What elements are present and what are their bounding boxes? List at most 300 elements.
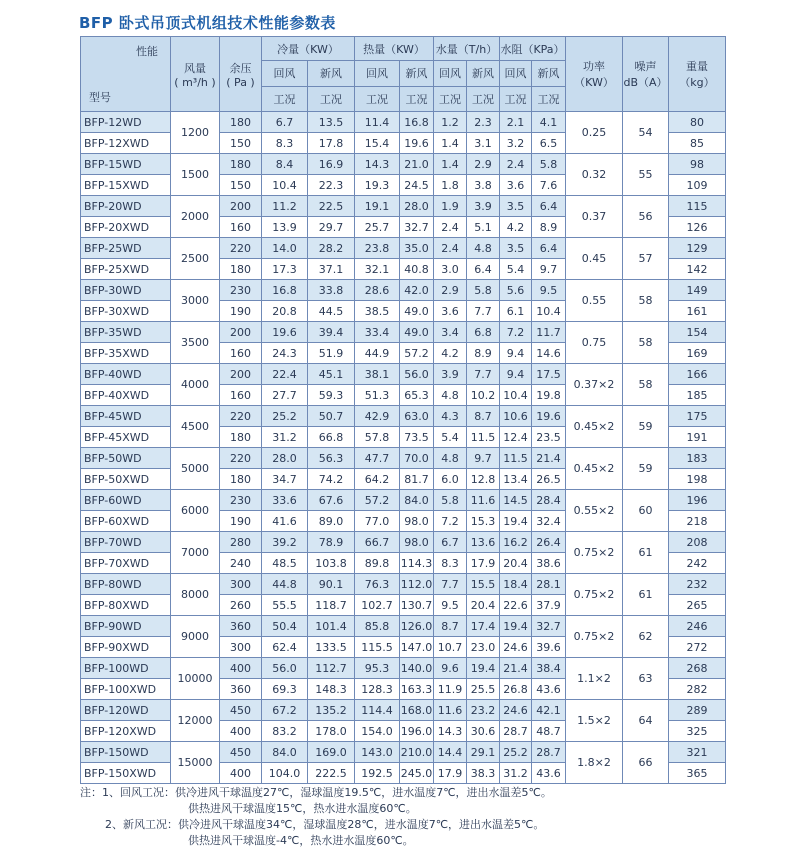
cool-r-cell: 8.4 [262, 154, 308, 175]
header-condition: 工况 [308, 86, 355, 111]
pressure-cell: 160 [220, 343, 262, 364]
pressure-cell: 190 [220, 301, 262, 322]
airflow-cell: 6000 [171, 490, 220, 532]
heat-f-cell: 147.0 [400, 637, 434, 658]
res-f-cell: 17.5 [532, 364, 566, 385]
power-cell: 0.25 [566, 112, 623, 154]
power-cell: 0.45 [566, 238, 623, 280]
heat-f-cell: 140.0 [400, 658, 434, 679]
note-1-line-1: 注：1、回风工况：供冷进风干球温度27℃，湿球温度19.5℃，进水温度7℃，进出水温差5℃。 [80, 786, 552, 799]
water-r-cell: 1.9 [434, 196, 467, 217]
noise-cell: 59 [623, 448, 669, 490]
water-f-cell: 25.5 [467, 679, 500, 700]
airflow-cell: 10000 [171, 658, 220, 700]
model-cell: BFP-120XWD [81, 721, 171, 742]
cool-f-cell: 44.5 [308, 301, 355, 322]
water-f-cell: 30.6 [467, 721, 500, 742]
weight-cell: 175 [669, 406, 726, 427]
heat-r-cell: 33.4 [355, 322, 400, 343]
airflow-cell: 8000 [171, 574, 220, 616]
water-r-cell: 4.2 [434, 343, 467, 364]
cool-r-cell: 13.9 [262, 217, 308, 238]
model-cell: BFP-70XWD [81, 553, 171, 574]
water-r-cell: 5.4 [434, 427, 467, 448]
header-condition: 工况 [532, 86, 566, 111]
cool-r-cell: 83.2 [262, 721, 308, 742]
heat-r-cell: 51.3 [355, 385, 400, 406]
header-heating: 热量（KW） [355, 37, 434, 61]
model-cell: BFP-30WD [81, 280, 171, 301]
weight-cell: 289 [669, 700, 726, 721]
model-cell: BFP-15WD [81, 154, 171, 175]
model-cell: BFP-15XWD [81, 175, 171, 196]
weight-cell: 129 [669, 238, 726, 259]
weight-cell: 191 [669, 427, 726, 448]
header-performance: 性能 [136, 45, 158, 58]
heat-f-cell: 84.0 [400, 490, 434, 511]
weight-cell: 161 [669, 301, 726, 322]
water-r-cell: 8.3 [434, 553, 467, 574]
power-cell: 0.45×2 [566, 406, 623, 448]
water-r-cell: 6.0 [434, 469, 467, 490]
table-body [81, 112, 726, 784]
water-r-cell: 7.2 [434, 511, 467, 532]
water-r-cell: 6.7 [434, 532, 467, 553]
weight-cell: 242 [669, 553, 726, 574]
res-f-cell: 28.1 [532, 574, 566, 595]
pressure-cell: 150 [220, 133, 262, 154]
heat-f-cell: 40.8 [400, 259, 434, 280]
power-cell: 1.8×2 [566, 742, 623, 784]
header-power: 功率 （KW） [566, 37, 623, 112]
res-f-cell: 5.8 [532, 154, 566, 175]
airflow-cell: 9000 [171, 616, 220, 658]
pressure-cell: 200 [220, 322, 262, 343]
res-r-cell: 14.5 [500, 490, 532, 511]
model-cell: BFP-35WD [81, 322, 171, 343]
heat-r-cell: 76.3 [355, 574, 400, 595]
heat-r-cell: 25.7 [355, 217, 400, 238]
water-f-cell: 13.6 [467, 532, 500, 553]
model-cell: BFP-30XWD [81, 301, 171, 322]
res-r-cell: 13.4 [500, 469, 532, 490]
model-cell: BFP-25WD [81, 238, 171, 259]
header-model: 型号 [89, 91, 111, 104]
noise-cell: 60 [623, 490, 669, 532]
water-f-cell: 2.3 [467, 112, 500, 133]
weight-cell: 218 [669, 511, 726, 532]
cool-r-cell: 20.8 [262, 301, 308, 322]
res-r-cell: 24.6 [500, 637, 532, 658]
table-row [81, 322, 726, 343]
pressure-cell: 360 [220, 616, 262, 637]
cool-r-cell: 34.7 [262, 469, 308, 490]
airflow-cell: 3500 [171, 322, 220, 364]
power-cell: 0.75×2 [566, 532, 623, 574]
res-f-cell: 19.8 [532, 385, 566, 406]
water-f-cell: 5.8 [467, 280, 500, 301]
cool-f-cell: 37.1 [308, 259, 355, 280]
cool-f-cell: 133.5 [308, 637, 355, 658]
heat-f-cell: 98.0 [400, 532, 434, 553]
heat-f-cell: 24.5 [400, 175, 434, 196]
heat-f-cell: 57.2 [400, 343, 434, 364]
water-r-cell: 3.9 [434, 364, 467, 385]
noise-cell: 58 [623, 364, 669, 406]
water-f-cell: 19.4 [467, 658, 500, 679]
heat-r-cell: 64.2 [355, 469, 400, 490]
water-f-cell: 15.5 [467, 574, 500, 595]
model-cell: BFP-50XWD [81, 469, 171, 490]
pressure-cell: 200 [220, 364, 262, 385]
res-r-cell: 7.2 [500, 322, 532, 343]
res-f-cell: 28.4 [532, 490, 566, 511]
pressure-cell: 360 [220, 679, 262, 700]
pressure-cell: 450 [220, 742, 262, 763]
res-r-cell: 24.6 [500, 700, 532, 721]
cool-f-cell: 13.5 [308, 112, 355, 133]
header-condition: 工况 [400, 86, 434, 111]
page-title: BFP 卧式吊顶式机组技术性能参数表 [79, 14, 336, 32]
weight-cell: 183 [669, 448, 726, 469]
heat-r-cell: 44.9 [355, 343, 400, 364]
heat-r-cell: 47.7 [355, 448, 400, 469]
res-f-cell: 37.9 [532, 595, 566, 616]
power-cell: 0.55 [566, 280, 623, 322]
weight-cell: 149 [669, 280, 726, 301]
res-r-cell: 6.1 [500, 301, 532, 322]
cool-f-cell: 135.2 [308, 700, 355, 721]
water-r-cell: 2.4 [434, 217, 467, 238]
table-row [81, 700, 726, 721]
header-return-air: 回风 [355, 61, 400, 86]
model-cell: BFP-70WD [81, 532, 171, 553]
cool-f-cell: 16.9 [308, 154, 355, 175]
pressure-cell: 180 [220, 469, 262, 490]
water-f-cell: 3.9 [467, 196, 500, 217]
weight-cell: 169 [669, 343, 726, 364]
heat-f-cell: 168.0 [400, 700, 434, 721]
res-r-cell: 10.6 [500, 406, 532, 427]
water-f-cell: 17.4 [467, 616, 500, 637]
cool-r-cell: 56.0 [262, 658, 308, 679]
table-row [81, 742, 726, 763]
water-r-cell: 4.8 [434, 448, 467, 469]
res-r-cell: 19.4 [500, 616, 532, 637]
res-r-cell: 20.4 [500, 553, 532, 574]
noise-cell: 59 [623, 406, 669, 448]
table-row [81, 448, 726, 469]
res-f-cell: 32.4 [532, 511, 566, 532]
pressure-cell: 160 [220, 385, 262, 406]
res-f-cell: 21.4 [532, 448, 566, 469]
res-r-cell: 18.4 [500, 574, 532, 595]
header-condition: 工况 [467, 86, 500, 111]
model-cell: BFP-150XWD [81, 763, 171, 784]
weight-cell: 196 [669, 490, 726, 511]
water-r-cell: 1.4 [434, 133, 467, 154]
weight-cell: 80 [669, 112, 726, 133]
cool-r-cell: 41.6 [262, 511, 308, 532]
header-airflow: 风量 ( m³/h ) [171, 37, 220, 112]
cool-r-cell: 62.4 [262, 637, 308, 658]
noise-cell: 63 [623, 658, 669, 700]
cool-r-cell: 50.4 [262, 616, 308, 637]
cool-r-cell: 14.0 [262, 238, 308, 259]
res-f-cell: 26.5 [532, 469, 566, 490]
cool-f-cell: 74.2 [308, 469, 355, 490]
power-cell: 0.32 [566, 154, 623, 196]
spec-table [80, 36, 726, 784]
heat-f-cell: 42.0 [400, 280, 434, 301]
weight-cell: 272 [669, 637, 726, 658]
cool-r-cell: 27.7 [262, 385, 308, 406]
power-cell: 1.1×2 [566, 658, 623, 700]
header-weight-unit: （kg） [679, 76, 715, 89]
res-f-cell: 6.4 [532, 238, 566, 259]
heat-r-cell: 38.5 [355, 301, 400, 322]
header-fresh-air: 新风 [308, 61, 355, 86]
note-2-line-1: 2、新风工况：供冷进风干球温度34℃，湿球温度28℃，进水温度7℃，进出水温差5℃。 [105, 818, 545, 831]
noise-cell: 58 [623, 280, 669, 322]
cool-r-cell: 10.4 [262, 175, 308, 196]
heat-f-cell: 73.5 [400, 427, 434, 448]
heat-f-cell: 19.6 [400, 133, 434, 154]
noise-cell: 56 [623, 196, 669, 238]
model-cell: BFP-100WD [81, 658, 171, 679]
res-r-cell: 2.1 [500, 112, 532, 133]
heat-r-cell: 154.0 [355, 721, 400, 742]
model-cell: BFP-20XWD [81, 217, 171, 238]
water-r-cell: 14.4 [434, 742, 467, 763]
model-cell: BFP-45XWD [81, 427, 171, 448]
heat-f-cell: 49.0 [400, 322, 434, 343]
table-row [81, 196, 726, 217]
weight-cell: 282 [669, 679, 726, 700]
heat-f-cell: 56.0 [400, 364, 434, 385]
weight-cell: 198 [669, 469, 726, 490]
weight-cell: 98 [669, 154, 726, 175]
heat-r-cell: 38.1 [355, 364, 400, 385]
heat-f-cell: 63.0 [400, 406, 434, 427]
note-1-label: 回风工况： [120, 786, 175, 799]
cool-r-cell: 6.7 [262, 112, 308, 133]
noise-cell: 61 [623, 532, 669, 574]
cool-f-cell: 178.0 [308, 721, 355, 742]
heat-f-cell: 114.3 [400, 553, 434, 574]
header-resistance: 水阻（KPa） [500, 37, 566, 61]
weight-cell: 166 [669, 364, 726, 385]
weight-cell: 265 [669, 595, 726, 616]
heat-r-cell: 128.3 [355, 679, 400, 700]
pressure-cell: 220 [220, 238, 262, 259]
res-f-cell: 10.4 [532, 301, 566, 322]
res-f-cell: 19.6 [532, 406, 566, 427]
model-cell: BFP-35XWD [81, 343, 171, 364]
header-condition: 工况 [262, 86, 308, 111]
noise-cell: 55 [623, 154, 669, 196]
cool-r-cell: 48.5 [262, 553, 308, 574]
airflow-cell: 2500 [171, 238, 220, 280]
airflow-cell: 15000 [171, 742, 220, 784]
weight-cell: 246 [669, 616, 726, 637]
heat-f-cell: 32.7 [400, 217, 434, 238]
model-cell: BFP-20WD [81, 196, 171, 217]
pressure-cell: 400 [220, 763, 262, 784]
res-r-cell: 9.4 [500, 343, 532, 364]
res-r-cell: 31.2 [500, 763, 532, 784]
water-r-cell: 3.4 [434, 322, 467, 343]
water-r-cell: 11.9 [434, 679, 467, 700]
water-r-cell: 3.0 [434, 259, 467, 280]
cool-f-cell: 101.4 [308, 616, 355, 637]
cool-r-cell: 28.0 [262, 448, 308, 469]
water-f-cell: 23.0 [467, 637, 500, 658]
header-return-air: 回风 [500, 61, 532, 86]
pressure-cell: 190 [220, 511, 262, 532]
res-f-cell: 8.9 [532, 217, 566, 238]
cool-r-cell: 31.2 [262, 427, 308, 448]
noise-cell: 57 [623, 238, 669, 280]
res-r-cell: 9.4 [500, 364, 532, 385]
heat-r-cell: 19.1 [355, 196, 400, 217]
res-f-cell: 14.6 [532, 343, 566, 364]
heat-r-cell: 11.4 [355, 112, 400, 133]
airflow-cell: 5000 [171, 448, 220, 490]
pressure-cell: 230 [220, 490, 262, 511]
res-r-cell: 3.5 [500, 238, 532, 259]
header-weight: 重量 （kg） [669, 37, 726, 112]
cool-f-cell: 22.3 [308, 175, 355, 196]
res-f-cell: 11.7 [532, 322, 566, 343]
water-r-cell: 5.8 [434, 490, 467, 511]
water-f-cell: 29.1 [467, 742, 500, 763]
res-f-cell: 9.7 [532, 259, 566, 280]
airflow-cell: 3000 [171, 280, 220, 322]
cool-r-cell: 67.2 [262, 700, 308, 721]
pressure-cell: 260 [220, 595, 262, 616]
model-cell: BFP-50WD [81, 448, 171, 469]
cool-f-cell: 67.6 [308, 490, 355, 511]
res-f-cell: 42.1 [532, 700, 566, 721]
cool-f-cell: 28.2 [308, 238, 355, 259]
table-row [81, 238, 726, 259]
cool-f-cell: 39.4 [308, 322, 355, 343]
pressure-cell: 180 [220, 112, 262, 133]
pressure-cell: 220 [220, 448, 262, 469]
heat-r-cell: 57.2 [355, 490, 400, 511]
water-f-cell: 38.3 [467, 763, 500, 784]
header-fresh-air: 新风 [467, 61, 500, 86]
header-pressure: 余压 ( Pa ) [220, 37, 262, 112]
water-f-cell: 5.1 [467, 217, 500, 238]
header-power-unit: （KW） [574, 76, 614, 89]
cool-f-cell: 45.1 [308, 364, 355, 385]
heat-r-cell: 114.4 [355, 700, 400, 721]
cool-f-cell: 56.3 [308, 448, 355, 469]
note-2-label: 新风工况： [123, 818, 178, 831]
weight-cell: 325 [669, 721, 726, 742]
cool-f-cell: 90.1 [308, 574, 355, 595]
heat-r-cell: 95.3 [355, 658, 400, 679]
model-cell: BFP-25XWD [81, 259, 171, 280]
res-f-cell: 4.1 [532, 112, 566, 133]
airflow-cell: 7000 [171, 532, 220, 574]
pressure-cell: 300 [220, 637, 262, 658]
water-f-cell: 11.6 [467, 490, 500, 511]
cool-f-cell: 148.3 [308, 679, 355, 700]
heat-r-cell: 42.9 [355, 406, 400, 427]
table-row [81, 658, 726, 679]
water-f-cell: 15.3 [467, 511, 500, 532]
weight-cell: 232 [669, 574, 726, 595]
water-f-cell: 2.9 [467, 154, 500, 175]
pressure-cell: 300 [220, 574, 262, 595]
weight-cell: 154 [669, 322, 726, 343]
res-r-cell: 28.7 [500, 721, 532, 742]
cool-f-cell: 17.8 [308, 133, 355, 154]
water-r-cell: 4.8 [434, 385, 467, 406]
header-fresh-air: 新风 [400, 61, 434, 86]
water-f-cell: 12.8 [467, 469, 500, 490]
water-f-cell: 11.5 [467, 427, 500, 448]
model-cell: BFP-60XWD [81, 511, 171, 532]
heat-f-cell: 21.0 [400, 154, 434, 175]
heat-f-cell: 28.0 [400, 196, 434, 217]
heat-f-cell: 49.0 [400, 301, 434, 322]
cool-f-cell: 51.9 [308, 343, 355, 364]
weight-cell: 365 [669, 763, 726, 784]
header-airflow-unit: ( m³/h ) [174, 75, 216, 89]
res-r-cell: 5.6 [500, 280, 532, 301]
res-f-cell: 26.4 [532, 532, 566, 553]
model-cell: BFP-90XWD [81, 637, 171, 658]
model-cell: BFP-90WD [81, 616, 171, 637]
res-f-cell: 9.5 [532, 280, 566, 301]
res-r-cell: 3.2 [500, 133, 532, 154]
heat-f-cell: 70.0 [400, 448, 434, 469]
res-f-cell: 43.6 [532, 763, 566, 784]
res-f-cell: 6.5 [532, 133, 566, 154]
power-cell: 0.75×2 [566, 616, 623, 658]
pressure-cell: 180 [220, 259, 262, 280]
heat-r-cell: 66.7 [355, 532, 400, 553]
table-row [81, 154, 726, 175]
water-r-cell: 1.2 [434, 112, 467, 133]
cool-f-cell: 222.5 [308, 763, 355, 784]
water-r-cell: 14.3 [434, 721, 467, 742]
table-row [81, 490, 726, 511]
header-water: 水量（T/h） [434, 37, 500, 61]
heat-r-cell: 19.3 [355, 175, 400, 196]
heat-r-cell: 102.7 [355, 595, 400, 616]
power-cell: 0.37 [566, 196, 623, 238]
model-cell: BFP-120WD [81, 700, 171, 721]
weight-cell: 321 [669, 742, 726, 763]
heat-r-cell: 14.3 [355, 154, 400, 175]
cool-f-cell: 59.3 [308, 385, 355, 406]
res-r-cell: 21.4 [500, 658, 532, 679]
note-2-line-2: 供热进风干球温度-4℃，热水进水温度60℃。 [188, 834, 414, 847]
res-r-cell: 3.5 [500, 196, 532, 217]
header-return-air: 回风 [434, 61, 467, 86]
cool-r-cell: 19.6 [262, 322, 308, 343]
model-cell: BFP-60WD [81, 490, 171, 511]
note-1-line-2: 供热进风干球温度15℃，热水进水温度60℃。 [188, 802, 417, 815]
cool-r-cell: 16.8 [262, 280, 308, 301]
water-r-cell: 17.9 [434, 763, 467, 784]
water-f-cell: 7.7 [467, 301, 500, 322]
